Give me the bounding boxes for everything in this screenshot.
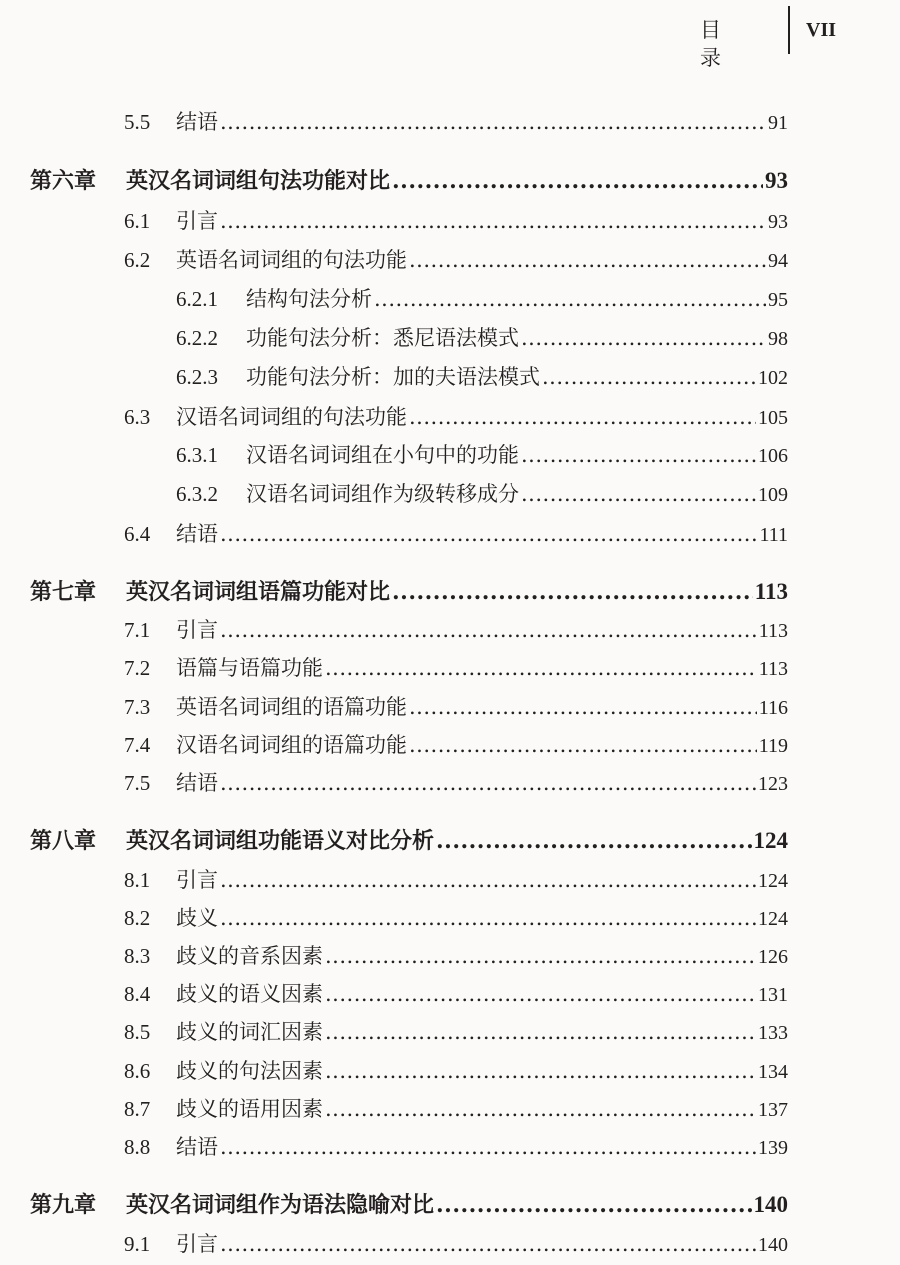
toc-subsection-entry[interactable] bbox=[0, 283, 900, 315]
toc-entry-title: 汉语名词词组的语篇功能 bbox=[176, 733, 407, 757]
toc-entry-number: 6.2.3 bbox=[176, 365, 218, 389]
toc-entry-title: 结语 bbox=[176, 1135, 218, 1159]
toc-section-entry[interactable] bbox=[0, 1093, 900, 1125]
toc-entry-number: 6.3.1 bbox=[176, 443, 218, 467]
toc-dot-leader bbox=[325, 1093, 756, 1125]
toc-entry-number: 8.7 bbox=[124, 1097, 151, 1121]
toc-dot-leader bbox=[521, 439, 756, 471]
toc-section-entry[interactable] bbox=[0, 614, 900, 646]
toc-entry-page-number: 126 bbox=[758, 946, 788, 968]
toc-entry-title: 英语名词词组的句法功能 bbox=[176, 248, 407, 272]
toc-entry-number: 9.1 bbox=[124, 1232, 151, 1256]
toc-entry-number: 7.5 bbox=[124, 771, 151, 795]
toc-section-entry[interactable] bbox=[0, 401, 900, 433]
toc-subsection-entry[interactable] bbox=[0, 478, 900, 510]
toc-dot-leader bbox=[325, 978, 756, 1010]
toc-entry-title: 引言 bbox=[176, 209, 218, 233]
toc-dot-leader bbox=[220, 767, 756, 799]
toc-section-entry[interactable] bbox=[0, 1228, 900, 1260]
toc-entry-title: 歧义的语义因素 bbox=[176, 982, 323, 1006]
toc-dot-leader bbox=[220, 614, 757, 646]
toc-entry-number: 6.1 bbox=[124, 209, 151, 233]
toc-entry-page-number: 134 bbox=[758, 1061, 788, 1083]
toc-entry-title: 结语 bbox=[176, 522, 218, 546]
toc-section-entry[interactable] bbox=[0, 978, 900, 1010]
toc-entry-page-number: 113 bbox=[754, 579, 788, 604]
toc-entry-number: 7.4 bbox=[124, 733, 151, 757]
toc-dot-leader bbox=[220, 1131, 756, 1163]
toc-dot-leader bbox=[220, 518, 757, 550]
toc-dot-leader bbox=[436, 1189, 751, 1221]
toc-dot-leader bbox=[521, 478, 756, 510]
toc-section-entry[interactable] bbox=[0, 106, 900, 138]
toc-entry-page-number: 119 bbox=[758, 735, 788, 757]
toc-entry-number: 第六章 bbox=[30, 168, 97, 194]
toc-dot-leader bbox=[325, 1055, 756, 1087]
toc-dot-leader bbox=[220, 864, 756, 896]
toc-dot-leader bbox=[392, 165, 763, 197]
toc-dot-leader bbox=[325, 652, 757, 684]
toc-entry-number: 6.4 bbox=[124, 522, 151, 546]
toc-subsection-entry[interactable] bbox=[0, 439, 900, 471]
toc-dot-leader bbox=[325, 1016, 756, 1048]
toc-entry-page-number: 124 bbox=[758, 870, 788, 892]
toc-dot-leader bbox=[220, 902, 756, 934]
toc-entry-title: 引言 bbox=[176, 1232, 218, 1256]
toc-section-entry[interactable] bbox=[0, 940, 900, 972]
toc-entry-title: 英语名词词组的语篇功能 bbox=[176, 695, 407, 719]
toc-dot-leader bbox=[392, 576, 753, 608]
toc-entry-page-number: 93 bbox=[768, 211, 788, 233]
toc-section-entry[interactable] bbox=[0, 729, 900, 761]
toc-dot-leader bbox=[409, 244, 766, 276]
toc-entry-title: 引言 bbox=[176, 618, 218, 642]
toc-dot-leader bbox=[325, 940, 756, 972]
toc-chapter-entry[interactable] bbox=[0, 1189, 900, 1221]
toc-entry-title: 结语 bbox=[176, 110, 218, 134]
toc-entry-number: 6.2.1 bbox=[176, 287, 218, 311]
toc-entry-page-number: 131 bbox=[758, 984, 788, 1006]
toc-dot-leader bbox=[220, 205, 766, 237]
toc-entry-number: 8.1 bbox=[124, 868, 151, 892]
toc-entry-title: 英汉名词词组作为语法隐喻对比 bbox=[126, 1192, 435, 1218]
toc-entry-page-number: 139 bbox=[758, 1137, 788, 1159]
toc-section-entry[interactable] bbox=[0, 1055, 900, 1087]
toc-entry-number: 6.3 bbox=[124, 405, 151, 429]
toc-entry-page-number: 124 bbox=[753, 828, 788, 853]
toc-subsection-entry[interactable] bbox=[0, 361, 900, 393]
toc-entry-page-number: 140 bbox=[753, 1192, 788, 1217]
toc-entry-title: 歧义的词汇因素 bbox=[176, 1020, 323, 1044]
toc-entry-number: 第八章 bbox=[30, 828, 97, 854]
toc-entry-number: 第七章 bbox=[30, 579, 97, 605]
toc-dot-leader bbox=[409, 729, 757, 761]
toc-entry-number: 8.4 bbox=[124, 982, 151, 1006]
toc-chapter-entry[interactable] bbox=[0, 576, 900, 608]
toc-entry-page-number: 116 bbox=[758, 697, 788, 719]
toc-chapter-entry[interactable] bbox=[0, 165, 900, 197]
toc-entry-title: 汉语名词词组在小句中的功能 bbox=[246, 443, 519, 467]
toc-entry-title: 语篇与语篇功能 bbox=[176, 656, 323, 680]
toc-dot-leader bbox=[409, 691, 757, 723]
toc-section-entry[interactable] bbox=[0, 244, 900, 276]
toc-entry-page-number: 95 bbox=[768, 289, 788, 311]
toc-entry-number: 6.2.2 bbox=[176, 326, 218, 350]
toc-section-entry[interactable] bbox=[0, 1016, 900, 1048]
toc-entry-page-number: 91 bbox=[768, 112, 788, 134]
toc-section-entry[interactable] bbox=[0, 652, 900, 684]
toc-entry-page-number: 98 bbox=[768, 328, 788, 350]
toc-section-entry[interactable] bbox=[0, 205, 900, 237]
toc-entry-page-number: 113 bbox=[758, 658, 788, 680]
toc-entry-number: 8.8 bbox=[124, 1135, 151, 1159]
toc-entry-title: 结语 bbox=[176, 771, 218, 795]
toc-dot-leader bbox=[374, 283, 766, 315]
toc-section-entry[interactable] bbox=[0, 518, 900, 550]
toc-entry-number: 6.2 bbox=[124, 248, 151, 272]
toc-subsection-entry[interactable] bbox=[0, 322, 900, 354]
toc-entry-title: 功能句法分析：加的夫语法模式 bbox=[246, 365, 540, 389]
toc-chapter-entry[interactable] bbox=[0, 825, 900, 857]
toc-entry-number: 5.5 bbox=[124, 110, 151, 134]
running-head-page-number: VII bbox=[806, 19, 837, 41]
header-divider bbox=[788, 6, 790, 54]
toc-entry-number: 7.1 bbox=[124, 618, 151, 642]
toc-entry-title: 结构句法分析 bbox=[246, 287, 372, 311]
toc-dot-leader bbox=[220, 1228, 756, 1260]
toc-entry-page-number: 102 bbox=[758, 367, 788, 389]
toc-entry-number: 6.3.2 bbox=[176, 482, 218, 506]
toc-entry-page-number: 113 bbox=[758, 620, 788, 642]
toc-section-entry[interactable] bbox=[0, 767, 900, 799]
toc-entry-title: 功能句法分析：悉尼语法模式 bbox=[246, 326, 519, 350]
toc-entry-number: 7.3 bbox=[124, 695, 151, 719]
toc-entry-page-number: 109 bbox=[758, 484, 788, 506]
toc-entry-page-number: 105 bbox=[758, 407, 788, 429]
toc-entry-number: 8.3 bbox=[124, 944, 151, 968]
toc-entry-number: 7.2 bbox=[124, 656, 151, 680]
toc-entry-page-number: 93 bbox=[765, 168, 788, 193]
running-head-title: 目 录 bbox=[700, 18, 735, 70]
toc-entry-page-number: 123 bbox=[758, 773, 788, 795]
toc-entry-title: 歧义的音系因素 bbox=[176, 944, 323, 968]
toc-entry-title: 汉语名词词组的句法功能 bbox=[176, 405, 407, 429]
toc-entry-title: 英汉名词词组语篇功能对比 bbox=[126, 579, 391, 605]
toc-dot-leader bbox=[521, 322, 766, 354]
page-header bbox=[0, 0, 900, 70]
toc-entry-page-number: 106 bbox=[758, 445, 788, 467]
toc-entry-number: 8.5 bbox=[124, 1020, 151, 1044]
toc-dot-leader bbox=[542, 361, 756, 393]
toc-entry-title: 英汉名词词组句法功能对比 bbox=[126, 168, 391, 194]
toc-entry-title: 引言 bbox=[176, 868, 218, 892]
toc-entry-page-number: 111 bbox=[759, 524, 788, 546]
toc-dot-leader bbox=[436, 825, 751, 857]
toc-section-entry[interactable] bbox=[0, 691, 900, 723]
toc-section-entry[interactable] bbox=[0, 864, 900, 896]
toc-entry-title: 英汉名词词组功能语义对比分析 bbox=[126, 828, 435, 854]
toc-entry-number: 第九章 bbox=[30, 1192, 97, 1218]
toc-entry-page-number: 140 bbox=[758, 1234, 788, 1256]
toc-dot-leader bbox=[220, 106, 766, 138]
toc-entry-page-number: 137 bbox=[758, 1099, 788, 1121]
toc-dot-leader bbox=[409, 401, 756, 433]
toc-section-entry[interactable] bbox=[0, 902, 900, 934]
toc-entry-title: 歧义的语用因素 bbox=[176, 1097, 323, 1121]
toc-entry-number: 8.6 bbox=[124, 1059, 151, 1083]
toc-section-entry[interactable] bbox=[0, 1131, 900, 1163]
toc-entry-title: 歧义的句法因素 bbox=[176, 1059, 323, 1083]
toc-entry-page-number: 133 bbox=[758, 1022, 788, 1044]
toc-entry-page-number: 124 bbox=[758, 908, 788, 930]
toc-entry-page-number: 94 bbox=[768, 250, 788, 272]
toc-entry-number: 8.2 bbox=[124, 906, 151, 930]
toc-entry-title: 歧义 bbox=[176, 906, 218, 930]
toc-entry-title: 汉语名词词组作为级转移成分 bbox=[246, 482, 519, 506]
